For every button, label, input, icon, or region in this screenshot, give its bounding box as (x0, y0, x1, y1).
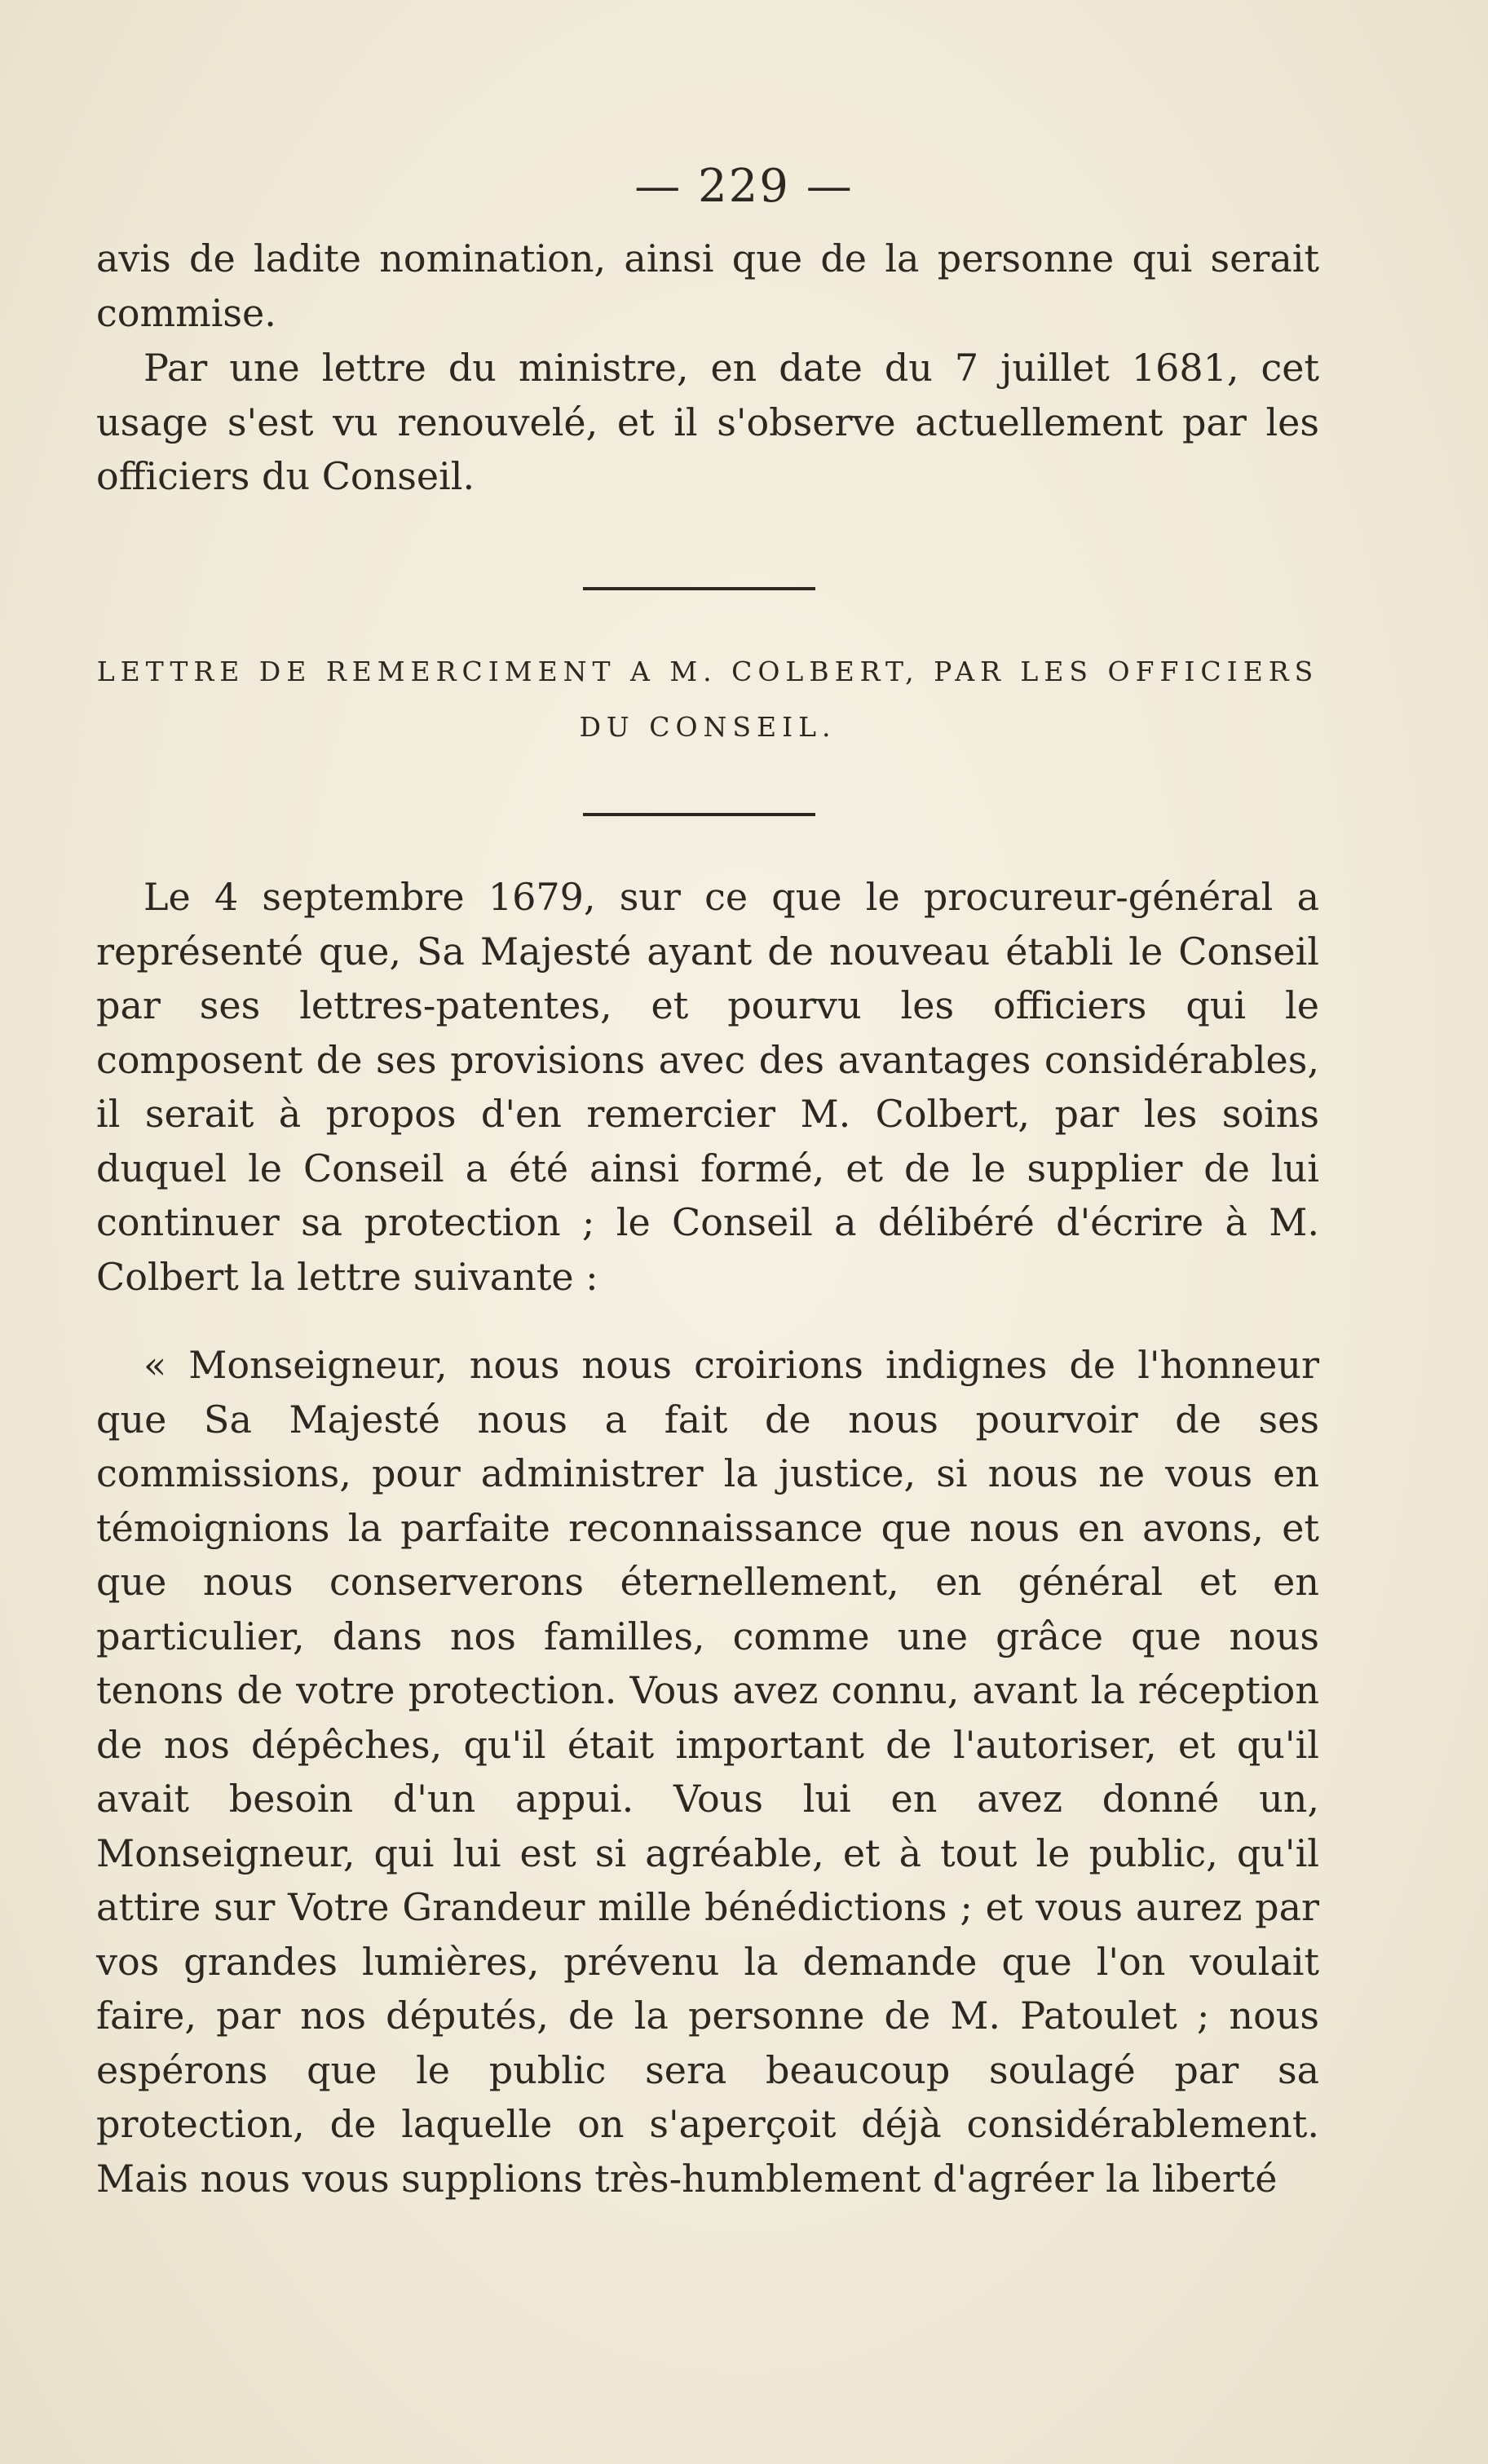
paragraph-continuation: avis de ladite nomination, ainsi que de la personne qui serait commise. (96, 236, 1319, 335)
section-heading: LETTRE DE REMERCIMENT A M. COLBERT, PAR LES OFFICIERS DU CONSEIL. (96, 656, 1319, 743)
paragraph-usage: Par une lettre du ministre, en date du 7 juillet 1681, cet usage s'est vu renouvelé, et il s'observe actuellement par les officiers du Conseil. (96, 346, 1319, 498)
paragraph-deliberation: Le 4 septembre 1679, sur ce que le procureur-général a représenté que, Sa Majesté ayant de nouveau établi le Conseil par ses lettres-patentes, et pourvu les officiers qui le composent de ses provisions avec des avantages considérables, il serait à propos d'en remercier M. Colbert, par les soins duquel le Conseil a été ainsi formé, et de le supplier de lui continuer sa protection ; le Conseil a délibéré d'écrire à M. Colbert la lettre suivante : (96, 875, 1319, 1299)
section-divider-top (583, 587, 815, 590)
page-number: — 229 — (634, 160, 854, 213)
section-divider-bottom (583, 813, 815, 816)
paragraph-letter: « Monseigneur, nous nous croirions indignes de l'honneur que Sa Majesté nous a fait de nous pourvoir de ses commissions, pour administrer la justice, si nous ne vous en témoignions la parfaite reconnaissance que nous en avons, et que nous conserverons éternellement, en général et en particulier, dans nos familles, comme une grâce que nous tenons de votre protection. Vous avez connu, avant la réception de nos dépêches, qu'il était important de l'autoriser, et qu'il avait besoin d'un appui. Vous lui en avez donné un, Monseigneur, qui lui est si agréable, et à tout le public, qu'il attire sur Votre Grandeur mille bénédictions ; et vous aurez par vos grandes lumières, prévenu la demande que l'on voulait faire, par nos députés, de la personne de M. Patoulet ; nous espérons que le public sera beaucoup soulagé par sa protection, de laquelle on s'aperçoit déjà considérablement. Mais nous vous supplions très-humblement d'agréer la liberté (96, 1343, 1319, 2201)
